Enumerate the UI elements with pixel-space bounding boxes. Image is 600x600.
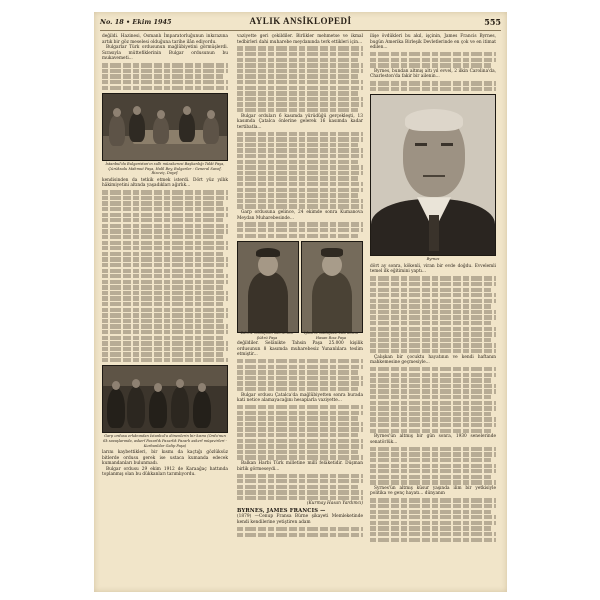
text-line [237,533,363,537]
col2-text-block-7 [237,527,363,537]
text-line [237,97,363,101]
issue-label: No. 18 • Ekim 1945 [100,18,172,26]
text-line [370,498,496,502]
photo-hasan-riza-pasa [301,241,363,333]
text-line [102,86,228,90]
col2-paragraph-6: Balkan Harbi Türk milletine millî felâketidir. Düşman birlik görmeseydi... [237,461,363,472]
col1-paragraph-3: kendisinden da tetkik etmek isterdi. Dört yüz yıllık hâkimiyetini altında yaşadıkları ağırlık... [102,177,228,189]
col1-text-block-2 [102,190,228,362]
text-line [237,422,363,426]
text-line [102,347,228,351]
text-line [237,490,363,494]
text-line [370,52,496,56]
col1-paragraph-1: değildi. Hazinesi, Osmanlı İmparatorluğunun inkırazına artık bir göz meselesi olduğuna tarihe ilân ediyordu. [102,34,228,45]
text-line [237,108,358,112]
text-line [237,80,363,84]
text-line [237,416,358,420]
text-line [237,188,363,192]
text-line [237,86,363,90]
text-line [102,207,228,211]
text-line [370,276,496,280]
photo-caption-byrnes: Byrnes [426,257,440,262]
text-line [237,199,363,203]
caption-hasan-riza-pasa: İşkodra müdafaası kahramanı Hasan Rıza Paşa [303,330,359,340]
text-line [237,365,363,369]
text-line [102,308,228,312]
text-line [370,373,496,377]
column-2 [237,34,363,538]
text-line [102,241,228,245]
text-line [102,63,228,67]
text-line [237,427,363,431]
col3-text-block-6 [370,498,496,541]
text-line [237,234,358,238]
col2-text-block-6 [237,474,363,501]
text-line [237,132,363,136]
text-line [102,274,228,278]
text-line [102,324,228,328]
text-line [102,196,228,200]
text-line [102,74,223,78]
text-line [370,338,491,342]
col3-paragraph-2: Byrnes, bundan altmış altı yıl evvel, 2 ilkin Carolina'da, Charleston'da fakir bir ailenin... [370,68,496,80]
col3-paragraph-5: Byrnes'ün altmış bir gün sonra, 1930 senelerinde senatörlük... [370,434,496,445]
text-line [237,411,363,415]
text-line [102,269,223,273]
text-line [370,458,491,462]
col2-paragraph-1: vaziyette geri çekildiler. Birlikler mehmetse ve ikmal tedbirleri dahi muharebe meydanında terk ettikleri için... [237,34,363,45]
text-line [370,293,496,297]
text-line [370,515,496,519]
text-line [370,464,496,468]
col3-paragraph-1: ilişe övdükleri bu akıl, işçinin, James Francis Byrnes, bugün Amerika Birleşik Devletlerinde en çok ve en itimat edilen... [370,34,496,51]
text-line [237,387,358,391]
col1-paragraph-5: Bulgar ordusu 29 ekim 1912 de Karaağaç hattında toplanmış olan bu dükkanları tarımlıyordu. [102,466,228,478]
col3-paragraph-6: Syrnes'ün altmış küsur yaşında ilim bir yetkisiyle politika ve genç hayatı... dünyanın [370,485,496,497]
text-line [370,288,491,292]
text-line [370,429,491,433]
text-line [237,148,363,152]
text-line [237,160,358,164]
text-line [102,263,228,267]
text-line [237,52,363,56]
text-line [237,496,363,500]
text-line [237,450,358,454]
entry-title-byrnes: BYRNES, JAMES FRANCIS — [237,508,326,515]
photo-caption-officers: Garp ordusu erkânından İstanbul'a dönenlerin bir kısmı (Ordu'nun ilk savaşlarında, askerî Pazarlık Pazarlık Pazarlı askerî müşavirleri - Kurbanlılar Galip Paşa) [103,434,227,448]
text-line [370,480,496,484]
col1-paragraph-4: larını kaybettikleri, bir kısmı da kaçtığı gözlüksüz bitlerde ordusu gerek ise ustaca kumanda edecek kumandanları bulunmadı. [102,450,228,467]
text-line [102,285,223,289]
text-line [237,485,358,489]
col2-text-block-2 [237,132,363,209]
text-line [102,213,228,217]
text-line [237,165,363,169]
col2-paragraph-2: Bulgar orduları 6 kasımda yürüdüğü gerçekleşti, 13 kasımda Çatalca önlerine gelerek 16 kasımda kadar tertibatla... [237,113,363,130]
text-line [370,349,496,353]
text-line [370,367,496,371]
text-line [102,229,228,233]
text-line [237,182,363,186]
text-line [237,143,358,147]
text-line [237,433,358,437]
text-line [370,447,496,451]
text-line [237,204,363,208]
text-line [237,171,363,175]
text-line [102,235,223,239]
text-line [237,359,363,363]
text-line [237,527,363,531]
photo-caption-negotiation: İstanbul'da Bulgaristan'ın sulh müzakeresi Başkanlığı Talât Paşa, Çürüksulu Mahmut Paşa, Halil Bey, Bulgarlar : General Savof, Rizoviç, Dayef. [105,161,225,176]
text-line [237,444,363,448]
photo-peace-negotiation [102,93,228,161]
text-line [237,381,363,385]
col1-paragraph-2: Bulgarlar Türk ordusunun mağlûbiyetini görmüşlerdi. Sırasıyla müttefiklerinin Bulgar ordusunun bu mukavemeti... [102,45,228,62]
photo-pair-commanders [237,241,363,341]
text-line [370,378,491,382]
text-line [370,315,496,319]
text-line [370,304,491,308]
text-line [370,327,496,331]
magazine-title: AYLIK ANSİKLOPEDİ [249,16,352,26]
text-line [370,321,491,325]
text-line [102,69,228,73]
text-line [102,280,228,284]
col2-text-block-3 [237,222,363,237]
text-line [370,452,496,456]
text-line [370,423,496,427]
text-line [370,538,496,542]
text-line [237,46,363,50]
text-line [237,63,363,67]
text-line [370,384,496,388]
magazine-page [94,12,507,592]
text-line [237,102,363,106]
text-line [237,479,363,483]
col3-text-block-5 [370,447,496,485]
text-line [102,313,228,317]
text-line [237,474,363,478]
photo-sukru-pasa [237,241,299,333]
col2-text-block-4 [237,359,363,391]
col3-text-block-4 [370,367,496,433]
text-line [370,510,491,514]
text-line [102,291,228,295]
text-line [237,91,358,95]
text-line [237,228,363,232]
text-line [102,319,223,323]
text-line [102,352,223,356]
photo-byrnes-portrait [370,94,496,256]
text-line [102,336,223,340]
text-line [237,69,363,73]
col3-paragraph-3: dört ay sonra, kökenli, viran bir evde doğdu. Evvelemli temel ilk eğitimini yaptı... [370,263,496,275]
text-line [370,475,491,479]
text-line [370,469,496,473]
text-line [370,310,496,314]
col3-paragraph-4: Çalışkan bir çocuktu hayatının ve kendi haftanın mahkemesine geçmesiyle... [370,354,496,366]
text-line [102,218,223,222]
author-signature: (Kurmay Hasan Yardımcı) [306,501,363,507]
text-line [102,302,223,306]
page-header [100,16,501,31]
entry-text-byrnes: (1879) —Cenup Fransa Bürne şikayeti Memleketinde kendi kendilerine yetiştiren adam [237,514,363,526]
col2-paragraph-5: Bulgar ordusu Çatalca'da mağlûbiyetten sonra burada kati netice alamayacağını hesaplarla vaziyette... [237,392,363,404]
text-line [237,154,363,158]
text-line [237,58,358,62]
text-line [102,224,228,228]
text-line [370,504,496,508]
col2-paragraph-3: Garp ordusuna gelince, 24 ekimde sonra Kumanova Meydan Muharebesinde... [237,210,363,221]
text-line [370,395,491,399]
text-line [370,521,496,525]
text-line [102,296,228,300]
text-line [370,526,491,530]
text-line [237,455,363,459]
col2-text-block-1 [237,46,363,112]
column-1 [102,34,228,478]
text-line [370,343,496,347]
text-line [102,257,228,261]
text-line [370,406,496,410]
text-line [370,417,496,421]
text-line [102,252,223,256]
page-number: 555 [484,17,501,27]
text-line [370,332,496,336]
text-line [102,190,228,194]
text-line [370,401,496,405]
text-line [370,81,496,85]
col3-text-block-2 [370,81,496,91]
text-line [370,282,496,286]
text-line [102,80,228,84]
text-line [370,412,491,416]
text-line [237,193,358,197]
text-line [237,370,358,374]
photo-army-officers [102,365,228,433]
text-line [102,330,228,334]
text-line [102,246,228,250]
text-line [237,405,363,409]
text-line [237,376,363,380]
text-line [237,137,363,141]
text-line [370,532,496,536]
text-line [370,63,491,67]
text-line [370,87,496,91]
col3-text-block-1 [370,52,496,67]
col3-text-block-3 [370,276,496,353]
text-line [370,58,496,62]
text-line [102,201,223,205]
col2-paragraph-4: değildiler. Selânikte Tahsin Paşa 25.000 kişilik ordusunun 8 kasımda muharebesiz Yunanlılara teslim etmiştir... [237,340,363,358]
text-line [237,74,358,78]
text-line [237,222,363,226]
column-3 [370,34,496,543]
text-line [237,176,358,180]
col1-text-block-1 [102,63,228,90]
text-line [102,358,228,362]
text-line [370,299,496,303]
text-line [237,439,363,443]
text-line [102,341,228,345]
col2-text-block-5 [237,405,363,460]
text-line [370,389,496,393]
caption-sukru-pasa: Edirne müdafaası kahramanı Şükrü Paşa [240,330,294,340]
